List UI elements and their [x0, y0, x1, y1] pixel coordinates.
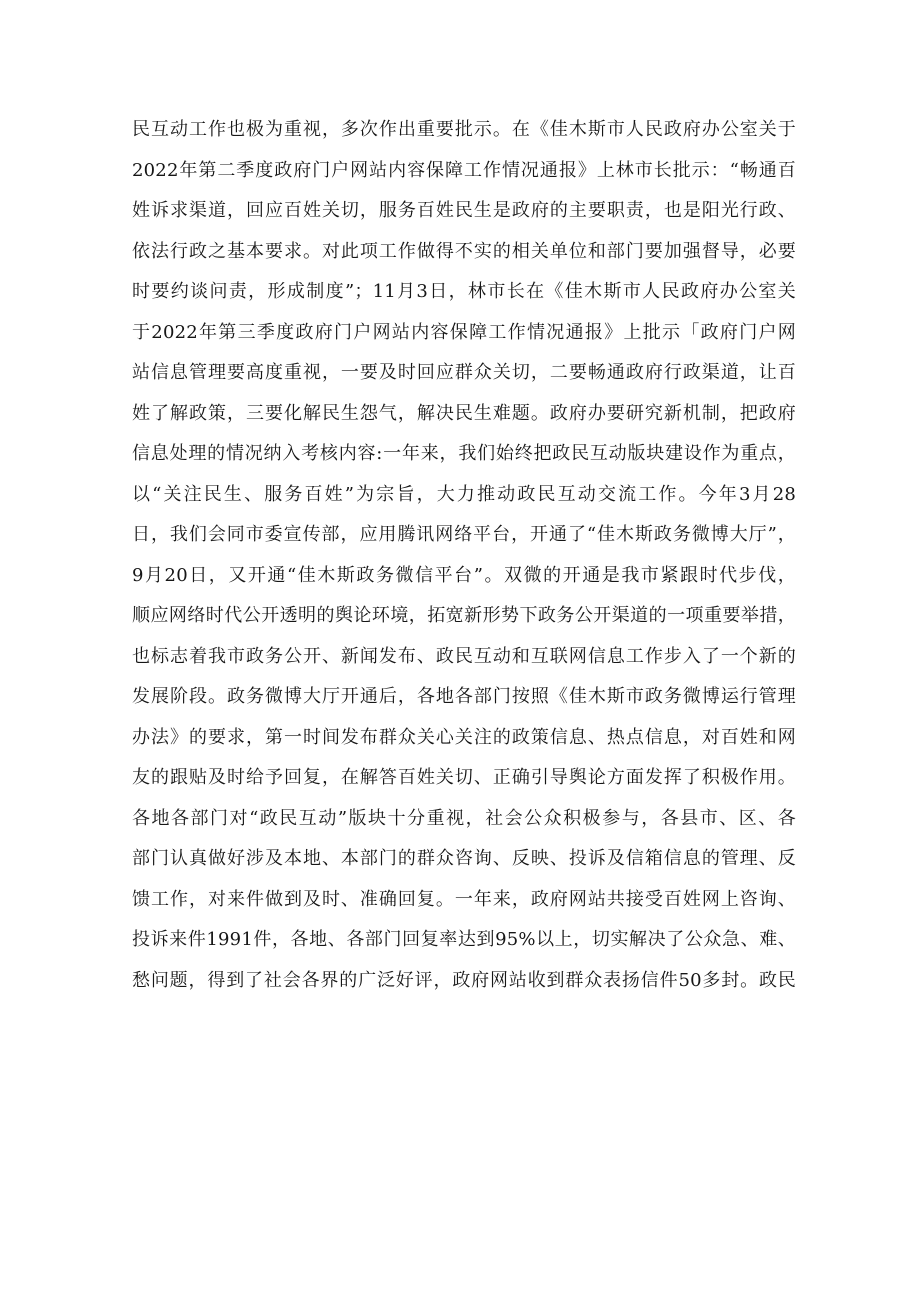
text-line: 发展阶段。政务微博大厅开通后，各地各部门按照《佳木斯市政务微博运行管理	[132, 686, 796, 707]
text-line: 愁问题，得到了社会各界的广泛好评，政府网站收到群众表扬信件50多封。政民	[132, 969, 796, 991]
text-line: 顺应网络时代公开透明的舆论环境，拓宽新形势下政务公开渠道的一项重要举措，	[132, 605, 796, 626]
text-line: 姓了解政策，三要化解民生怨气，解决民生难题。政府办要研究新机制，把政府	[132, 402, 796, 424]
text-line: 时要约谈问责，形成制度”；11月3日，林市长在《佳木斯市人民政府办公室关	[132, 281, 796, 302]
text-line: 站信息管理要高度重视，一要及时回应群众关切，二要畅通政府行政渠道，让百	[132, 362, 796, 383]
text-line: 民互动工作也极为重视，多次作出重要批示。在《佳木斯市人民政府办公室关于	[132, 119, 796, 140]
text-line: 信息处理的情况纳入考核内容:一年来，我们始终把政民互动版块建设作为重点，	[132, 443, 796, 464]
text-line: 于2022年第三季度政府门户网站内容保障工作情况通报》上批示「政府门户网	[132, 321, 796, 343]
text-line: 馈工作，对来件做到及时、准确回复。一年来，政府网站共接受百姓网上咨询、	[132, 888, 796, 910]
text-line: 办法》的要求，第一时间发布群众关心关注的政策信息、热点信息，对百姓和网	[132, 726, 796, 748]
text-line: 友的跟贴及时给予回复，在解答百姓关切、正确引导舆论方面发挥了积极作用。	[132, 767, 796, 788]
text-line: 也标志着我市政务公开、新闻发布、政民互动和互联网信息工作步入了一个新的	[132, 645, 796, 667]
text-line: 各地各部门对“政民互动”版块十分重视，社会公众积极参与，各县市、区、各	[132, 807, 796, 829]
text-line: 姓诉求渠道，回应百姓关切，服务百姓民生是政府的主要职责，也是阳光行政、	[132, 200, 796, 221]
text-line: 2022年第二季度政府门户网站内容保障工作情况通报》上林市长批示：“畅通百	[132, 159, 796, 181]
body-text	[132, 110, 796, 1001]
text-line: 日，我们会同市委宣传部，应用腾讯网络平台，开通了“佳木斯政务微博大厅”，	[132, 524, 796, 545]
text-line: 投诉来件1991件，各地、各部门回复率达到95%以上，切实解决了公众急、难、	[132, 929, 796, 950]
text-line: 部门认真做好涉及本地、本部门的群众咨询、反映、投诉及信箱信息的管理、反	[132, 848, 796, 869]
text-line: 依法行政之基本要求。对此项工作做得不实的相关单位和部门要加强督导，必要	[132, 240, 796, 262]
text-line: 以“关注民生、服务百姓”为宗旨，大力推动政民互动交流工作。今年3月28	[132, 483, 796, 505]
text-line: 9月20日，又开通“佳木斯政务微信平台”。双微的开通是我市紧跟时代步伐，	[132, 564, 796, 586]
